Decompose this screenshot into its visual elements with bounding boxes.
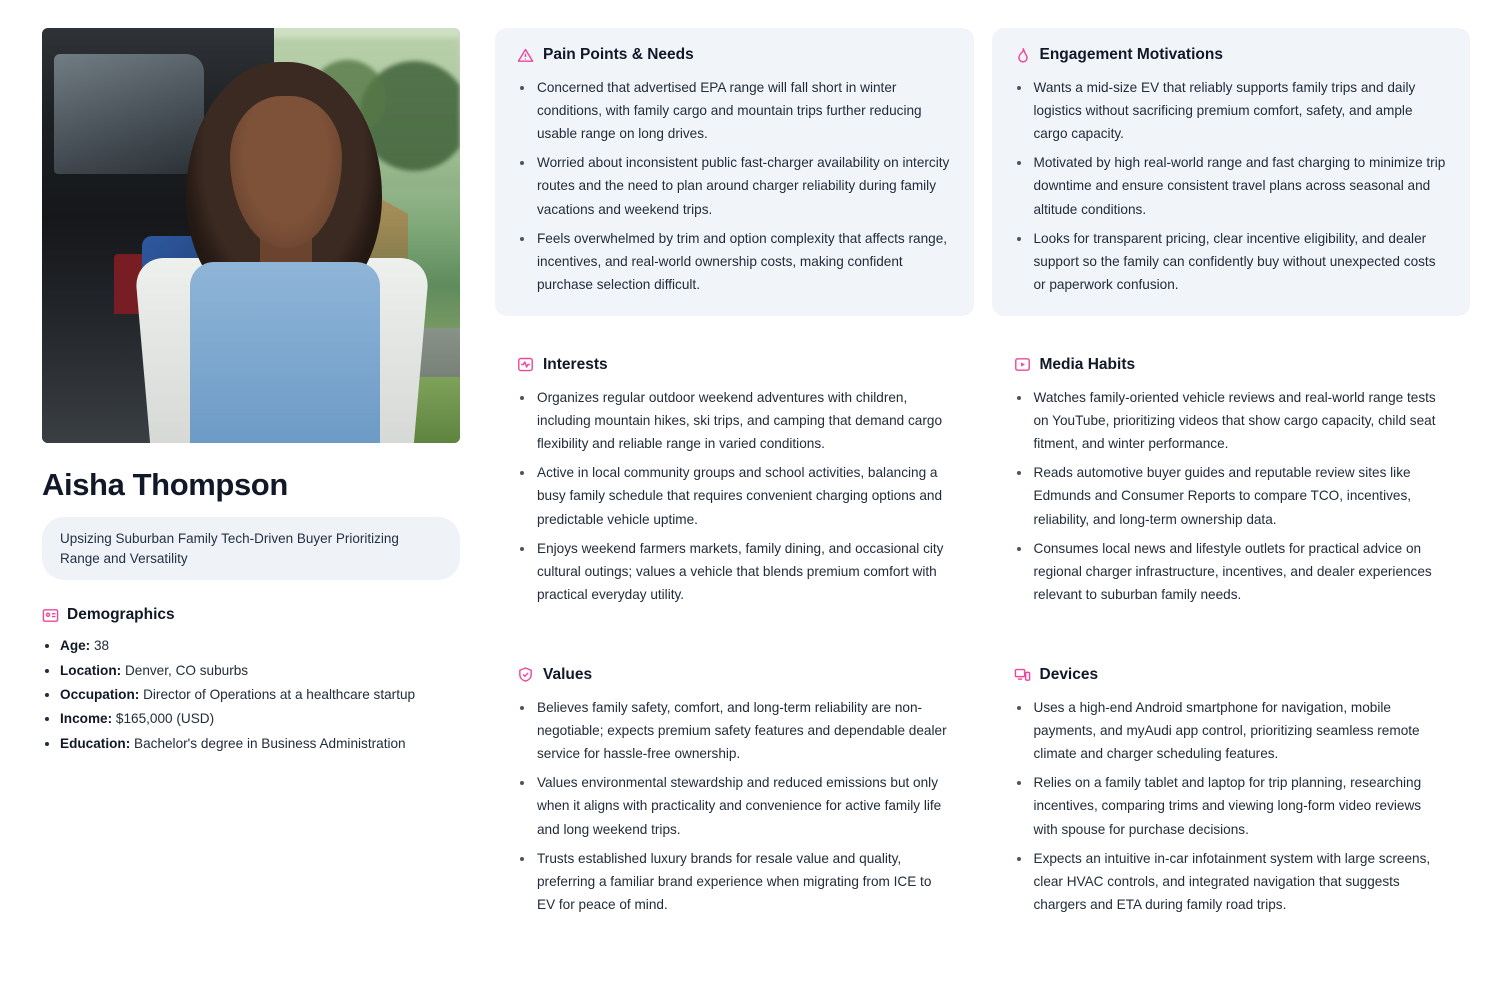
page-title: Aisha Thompson	[42, 467, 288, 502]
card-list	[517, 696, 952, 916]
card-title-text: Devices	[1039, 665, 1099, 683]
list-item: • Expects an intuitive in-car infotainment system with large screens, clear HVAC controls, and integrated navigation that suggests chargers and ETA during family road trips.	[1032, 847, 1449, 916]
detail-columns	[495, 28, 1470, 958]
card-title-text: Interests	[543, 355, 608, 373]
card-list	[1014, 386, 1449, 606]
list-item	[60, 732, 460, 755]
profile-column	[40, 28, 495, 958]
list-item	[60, 707, 460, 730]
card-title-text: Engagement Motivations	[1039, 46, 1223, 63]
activity-icon	[517, 356, 534, 373]
list-item: • Active in local community groups and school activities, balancing a busy family schedule that requires convenient charging options and predictable vehicle uptime.	[535, 461, 952, 530]
card-header	[1014, 356, 1449, 374]
flame-icon	[1014, 47, 1031, 64]
list-item: • Concerned that advertised EPA range will fall short in winter conditions, with family cargo and mountain trips further reducing usable range on long drives.	[535, 76, 952, 145]
column-right	[992, 28, 1471, 958]
card-engagement-motivations	[992, 28, 1471, 316]
list-item: • Wants a mid-size EV that reliably supports family trips and daily logistics without sacrificing premium comfort, safety, and ample cargo capacity.	[1032, 76, 1449, 145]
demographic-label: Location:	[60, 662, 122, 678]
list-item: • Worried about inconsistent public fast-charger availability on intercity routes and the need to plan around charger reliability during family vacations and weekend trips.	[535, 151, 952, 220]
demographic-value: 38	[94, 638, 110, 654]
list-item	[60, 683, 460, 706]
card-interests	[495, 338, 974, 626]
card-list	[517, 76, 952, 296]
list-item: • Trusts established luxury brands for resale value and quality, preferring a familiar brand experience when migrating from ICE to EV for peace of mind.	[535, 847, 952, 916]
list-item: • Motivated by high real-world range and fast charging to minimize trip downtime and ensure consistent travel plans across seasonal and altitude conditions.	[1032, 151, 1449, 220]
card-title-text: Media Habits	[1039, 355, 1136, 373]
warning-triangle-icon	[517, 47, 534, 64]
card-list	[1014, 76, 1449, 296]
shield-check-icon	[517, 666, 534, 683]
list-item: • Looks for transparent pricing, clear incentive eligibility, and dealer support so the family can confidently buy without unexpected costs or paperwork confusion.	[1032, 227, 1449, 296]
card-pain-points	[495, 28, 974, 316]
list-item: • Reads automotive buyer guides and reputable review sites like Edmunds and Consumer Reports to compare TCO, incentives, reliability, and long-term ownership data.	[1032, 461, 1449, 530]
list-item: • Values environmental stewardship and reduced emissions but only when it aligns with practicality and convenience for active family life and long weekend trips.	[535, 771, 952, 840]
video-player-icon	[1014, 356, 1031, 373]
card-title-text: Pain Points & Needs	[543, 46, 694, 63]
demographics-title: Demographics	[67, 606, 175, 624]
card-devices	[992, 648, 1471, 936]
card-header	[517, 356, 952, 374]
card-header	[1014, 46, 1449, 64]
demographic-label: Age:	[60, 638, 91, 654]
demographic-value: Director of Operations at a healthcare startup	[143, 686, 416, 702]
demographic-label: Income:	[60, 711, 113, 727]
card-title-text: Values	[543, 665, 593, 683]
list-item: • Uses a high-end Android smartphone for navigation, mobile payments, and myAudi app control, prioritizing seamless remote climate and charger scheduling features.	[1032, 696, 1449, 765]
card-list	[517, 386, 952, 606]
demographic-value: Bachelor's degree in Business Administration	[134, 735, 406, 751]
card-list	[1014, 696, 1449, 916]
list-item	[60, 659, 460, 682]
demographic-value: $165,000 (USD)	[115, 711, 215, 727]
list-item	[60, 634, 460, 657]
column-middle	[495, 28, 974, 958]
photo-person	[134, 62, 424, 443]
card-media-habits	[992, 338, 1471, 626]
card-header	[517, 666, 952, 684]
list-item: • Relies on a family tablet and laptop for trip planning, researching incentives, comparing trims and viewing long-form video reviews with spouse for purchase decisions.	[1032, 771, 1449, 840]
demographic-label: Education:	[60, 735, 131, 751]
profile-photo	[42, 28, 460, 443]
card-header	[1014, 666, 1449, 684]
list-item: • Consumes local news and lifestyle outlets for practical advice on regional charger infrastructure, incentives, and dealer experiences relevant to suburban family needs.	[1032, 537, 1449, 606]
demographics-list	[40, 634, 460, 755]
list-item: • Watches family-oriented vehicle reviews and real-world range tests on YouTube, prioritizing videos that show cargo capacity, child seat fitment, and winter performance.	[1032, 386, 1449, 455]
photo-person-shirt	[190, 262, 380, 443]
demographic-label: Occupation:	[60, 686, 140, 702]
list-item: • Enjoys weekend farmers markets, family dining, and occasional city cultural outings; values a vehicle that blends premium comfort with practical everyday utility.	[535, 537, 952, 606]
demographic-value: Denver, CO suburbs	[124, 662, 249, 678]
devices-icon	[1014, 666, 1031, 683]
persona-tagline: Upsizing Suburban Family Tech-Driven Buyer Prioritizing Range and Versatility	[42, 517, 460, 580]
card-values	[495, 648, 974, 936]
list-item: • Organizes regular outdoor weekend adventures with children, including mountain hikes, ski trips, and camping that demand cargo flexibility and reliable range in varied conditions.	[535, 386, 952, 455]
card-header	[517, 46, 952, 64]
list-item: • Feels overwhelmed by trim and option complexity that affects range, incentives, and real-world ownership costs, making confident purchase selection difficult.	[535, 227, 952, 296]
list-item: • Believes family safety, comfort, and long-term reliability are non-negotiable; expects premium safety features and dependable dealer service for hassle-free ownership.	[535, 696, 952, 765]
id-card-icon	[42, 607, 59, 624]
demographics-header	[42, 606, 460, 624]
